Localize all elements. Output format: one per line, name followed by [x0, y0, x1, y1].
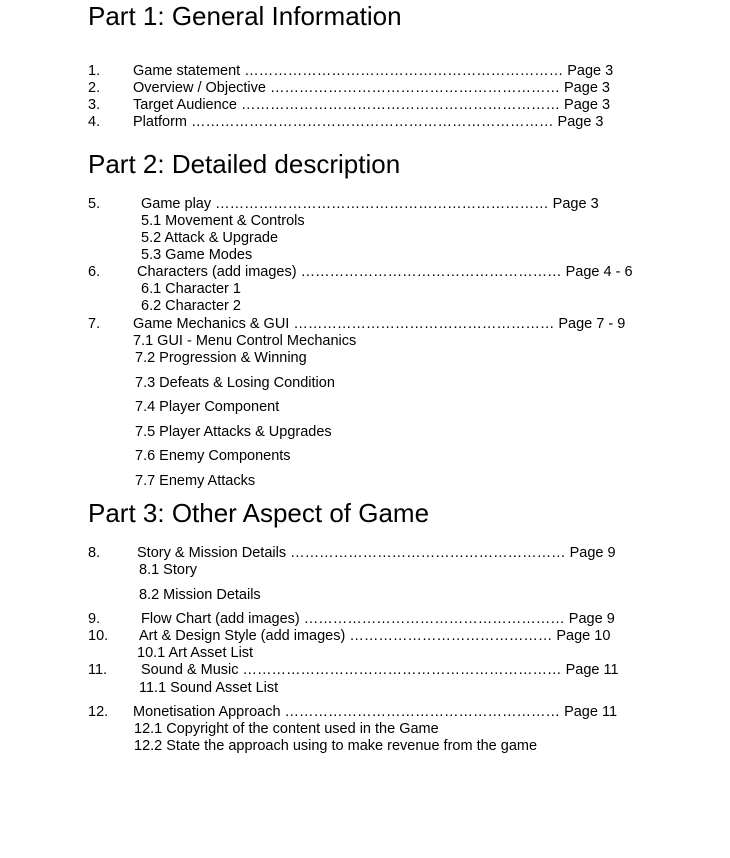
toc-subentry-5-2: 5.2 Attack & Upgrade: [141, 230, 279, 246]
toc-entry-text: Target Audience ………………………………………………………… Page 3: [133, 97, 611, 113]
toc-subentry-7-6: 7.6 Enemy Components: [135, 448, 291, 464]
toc-subentry-7-1: 7.1 GUI - Menu Control Mechanics: [133, 333, 357, 349]
toc-entry-text: Platform ………………………………………………………………… Page 3: [133, 114, 604, 130]
toc-subentry-8-2: 8.2 Mission Details: [139, 587, 261, 603]
toc-entry-number: 8.: [88, 545, 101, 561]
toc-entry-text: Game play …………………………………………………………… Page 3: [141, 196, 599, 212]
toc-entry-number: 12.: [88, 704, 109, 720]
toc-entry-number: 9.: [88, 611, 101, 627]
toc-entry-text: Game Mechanics & GUI ……………………………………………… Page 7 - 9: [133, 316, 626, 332]
toc-subentry-11-1: 11.1 Sound Asset List: [139, 680, 279, 696]
toc-subentry-12-2: 12.2 State the approach using to make revenue from the game: [134, 738, 538, 754]
toc-entry-number: 4.: [88, 114, 101, 130]
part1-heading: Part 1: General Information: [88, 1, 402, 31]
toc-entry-number: 7.: [88, 316, 101, 332]
toc-subentry-8-1: 8.1 Story: [139, 562, 198, 578]
toc-subentry-6-2: 6.2 Character 2: [141, 298, 241, 314]
toc-subentry-12-1: 12.1 Copyright of the content used in the Game: [134, 721, 439, 737]
toc-subentry-5-3: 5.3 Game Modes: [141, 247, 253, 263]
toc-entry-number: 11.: [88, 662, 108, 678]
toc-entry-number: 6.: [88, 264, 101, 280]
toc-subentry-7-4: 7.4 Player Component: [135, 399, 280, 415]
toc-entry-text: Monetisation Approach ………………………………………………… Page 11: [133, 704, 618, 720]
toc-entry-number: 3.: [88, 97, 101, 113]
toc-entry-text: Overview / Objective …………………………………………………… Page 3: [133, 80, 610, 96]
toc-entry-text: Characters (add images) ……………………………………………… Page 4 - 6: [137, 264, 633, 280]
toc-subentry-7-5: 7.5 Player Attacks & Upgrades: [135, 424, 332, 440]
toc-entry-text: Game statement ………………………………………………………… Page 3: [133, 63, 614, 79]
toc-subentry-7-2: 7.2 Progression & Winning: [135, 350, 307, 366]
toc-subentry-7-3: 7.3 Defeats & Losing Condition: [135, 375, 335, 391]
toc-subentry-5-1: 5.1 Movement & Controls: [141, 213, 305, 229]
toc-entry-text: Flow Chart (add images) ……………………………………………… Page 9: [141, 611, 615, 627]
toc-entry-number: 2.: [88, 80, 101, 96]
toc-entry-number: 10.: [88, 628, 109, 644]
part3-heading: Part 3: Other Aspect of Game: [88, 498, 430, 528]
toc-entry-text: Art & Design Style (add images) …………………………………… Page 10: [139, 628, 611, 644]
part2-heading: Part 2: Detailed description: [88, 149, 401, 179]
toc-subentry-7-7: 7.7 Enemy Attacks: [135, 473, 256, 489]
toc-subentry-6-1: 6.1 Character 1: [141, 281, 241, 297]
toc-entry-text: Story & Mission Details ………………………………………………… Page 9: [137, 545, 616, 561]
toc-subentry-10-1: 10.1 Art Asset List: [137, 645, 254, 661]
toc-entry-number: 1.: [88, 63, 101, 79]
toc-entry-text: Sound & Music ………………………………………………………… Page 11: [141, 662, 619, 678]
toc-entry-number: 5.: [88, 196, 101, 212]
